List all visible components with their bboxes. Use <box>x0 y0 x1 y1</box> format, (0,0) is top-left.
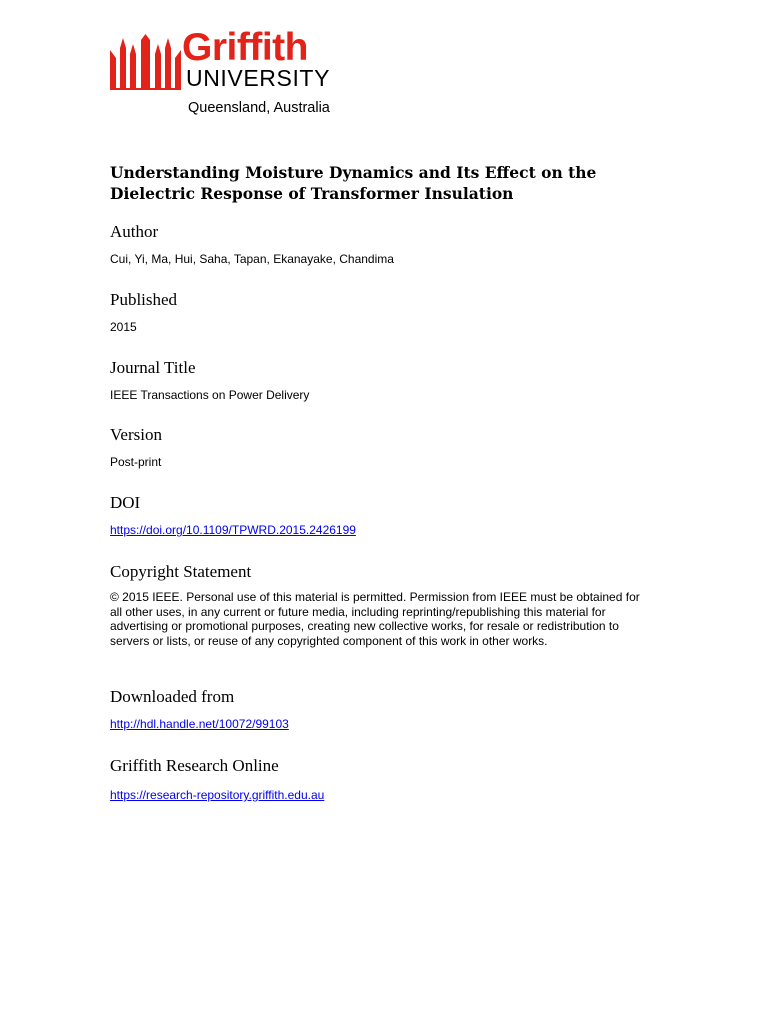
version-label: Version <box>110 425 162 444</box>
copyright-text: © 2015 IEEE. Personal use of this material is permitted. Permission from IEEE must be obtained for all other uses, in any current or future media, including reprinting/republishing this material for advertising or promotional purposes, creating new collective works, for resale or redistribution to servers or lists, or reuse of any copyrighted component of this work in other works. <box>110 590 640 648</box>
logo-university: UNIVERSITY <box>186 65 331 91</box>
journal-label: Journal Title <box>110 358 196 377</box>
published-section <box>110 290 670 335</box>
author-section <box>110 222 670 267</box>
paper-title: Understanding Moisture Dynamics and Its Effect on the Dielectric Response of Transformer Insulation <box>110 163 597 203</box>
griffith-flame-icon <box>108 34 184 90</box>
downloaded-link[interactable]: http://hdl.handle.net/10072/99103 <box>110 717 289 731</box>
author-value: Cui, Yi, Ma, Hui, Saha, Tapan, Ekanayake, Chandima <box>110 252 394 266</box>
downloaded-section <box>110 687 670 733</box>
repository-link[interactable]: https://research-repository.griffith.edu.au <box>110 788 325 802</box>
copyright-label: Copyright Statement <box>110 562 252 581</box>
journal-value: IEEE Transactions on Power Delivery <box>110 388 310 402</box>
version-section <box>110 425 670 470</box>
logo-location: Queensland, Australia <box>188 100 330 116</box>
published-label: Published <box>110 290 178 309</box>
copyright-section <box>110 562 670 648</box>
repository-label: Griffith Research Online <box>110 756 279 775</box>
author-label: Author <box>110 222 159 241</box>
griffith-university-logo <box>108 26 348 120</box>
published-value: 2015 <box>110 320 137 334</box>
doi-section <box>110 493 670 539</box>
version-value: Post-print <box>110 455 162 469</box>
journal-section <box>110 358 670 403</box>
doi-label: DOI <box>110 493 141 512</box>
logo-name: Griffith <box>182 26 308 69</box>
downloaded-label: Downloaded from <box>110 687 235 706</box>
repository-section <box>110 756 670 804</box>
doi-link[interactable]: https://doi.org/10.1109/TPWRD.2015.2426199 <box>110 523 356 537</box>
